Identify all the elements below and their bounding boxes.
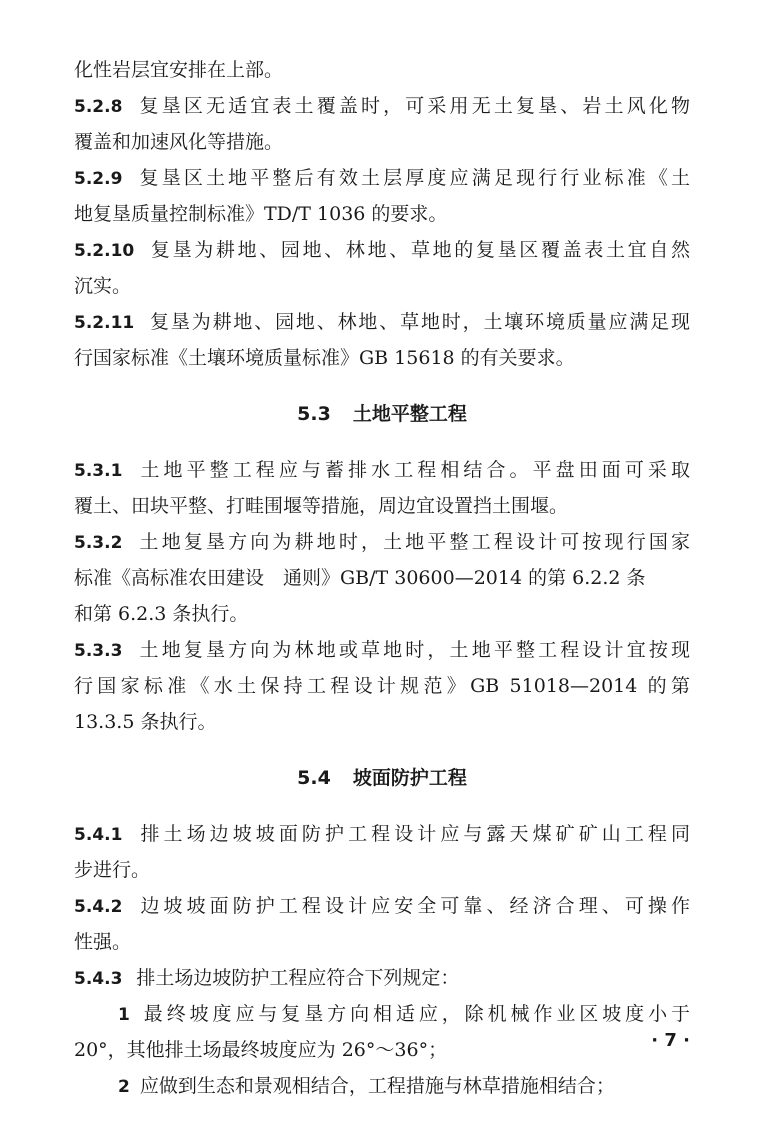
clause-5-3-1 (74, 452, 690, 524)
clause-5-4-3 (74, 960, 690, 996)
page-number: · 7 · (651, 1030, 690, 1051)
clause-number: 5.4.1 (74, 825, 123, 845)
clause-5-2-9 (74, 160, 690, 232)
clause-5-4-2 (74, 888, 690, 960)
clause-number: 5.3.3 (74, 641, 123, 661)
clause-text: 覆盖和加速风化等措施。 (74, 131, 284, 153)
clause-text: 复垦为耕地、园地、林地、草地的复垦区覆盖表土宜自然 (148, 239, 690, 261)
clause-5-3-2 (74, 524, 690, 632)
section-title: 土地平整工程 (352, 403, 467, 425)
clause-number: 5.4.3 (74, 969, 123, 989)
clause-text: 复垦为耕地、园地、林地、草地时，土壤环境质量应满足现 (148, 311, 690, 333)
clause-number: 5.2.11 (74, 313, 135, 333)
clause-text: 地复垦质量控制标准》TD/T 1036 的要求。 (74, 203, 448, 225)
item-number: 2 (118, 1077, 130, 1097)
clause-text: 排土场边坡防护工程应符合下列规定： (136, 967, 460, 989)
item-number: 1 (118, 1005, 130, 1025)
list-item (74, 996, 690, 1068)
section-number: 5.3 (297, 403, 331, 425)
item-text: 应做到生态和景观相结合，工程措施与林草措施相结合； (139, 1075, 615, 1097)
clause-5-4-1 (74, 816, 690, 888)
clause-5-2-10 (74, 232, 690, 304)
clause-text: 标准《高标准农田建设 通则》GB/T 30600—2014 的第 6.2.2 条 (74, 567, 646, 589)
clause-text: 沉实。 (74, 275, 132, 297)
list-item (74, 1068, 690, 1104)
clause-text: 土地平整工程应与蓄排水工程相结合。平盘田面可采取 (136, 459, 690, 481)
clause-number: 5.2.9 (74, 169, 123, 189)
clause-number: 5.4.2 (74, 897, 123, 917)
clause-text: 边坡坡面防护工程设计应安全可靠、经济合理、可操作 (136, 895, 690, 917)
clause-number: 5.2.8 (74, 97, 123, 117)
continuation-line: 化性岩层宜安排在上部。 (74, 59, 284, 81)
clause-text: 性强。 (74, 931, 132, 953)
section-title: 坡面防护工程 (352, 767, 467, 789)
clause-number: 5.3.2 (74, 533, 123, 553)
clause-5-2-8 (74, 88, 690, 160)
clause-text: 土地复垦方向为林地或草地时，土地平整工程设计宜按现 (136, 639, 690, 661)
section-heading-5-4 (74, 760, 690, 796)
clause-text: 行国家标准《水土保持工程设计规范》GB 51018—2014 的第 (74, 675, 690, 697)
section-number: 5.4 (297, 767, 331, 789)
clause-5-2-11 (74, 304, 690, 376)
clause-text: 复垦区土地平整后有效土层厚度应满足现行行业标准《土 (136, 167, 690, 189)
clause-text: 土地复垦方向为耕地时，土地平整工程设计可按现行国家 (136, 531, 690, 553)
clause-text: 复垦区无适宜表土覆盖时，可采用无土复垦、岩土风化物 (136, 95, 690, 117)
clause-text: 排土场边坡坡面防护工程设计应与露天煤矿矿山工程同 (136, 823, 690, 845)
document-body (74, 52, 690, 1104)
clause-5-3-3 (74, 632, 690, 740)
clause-text: 行国家标准《土壤环境质量标准》GB 15618 的有关要求。 (74, 347, 575, 369)
section-heading-5-3 (74, 396, 690, 432)
item-text: 最终坡度应与复垦方向相适应，除机械作业区坡度小于 (139, 1003, 690, 1025)
clause-text: 和第 6.2.3 条执行。 (74, 603, 249, 625)
clause-number: 5.2.10 (74, 241, 135, 261)
clause-number: 5.3.1 (74, 461, 123, 481)
clause-text: 覆土、田块平整、打畦围堰等措施，周边宜设置挡土围堰。 (74, 495, 569, 517)
clause-text: 13.3.5 条执行。 (74, 711, 217, 733)
clause-text: 步进行。 (74, 859, 151, 881)
item-text: 20°，其他排土场最终坡度应为 26°～36°； (74, 1039, 448, 1061)
